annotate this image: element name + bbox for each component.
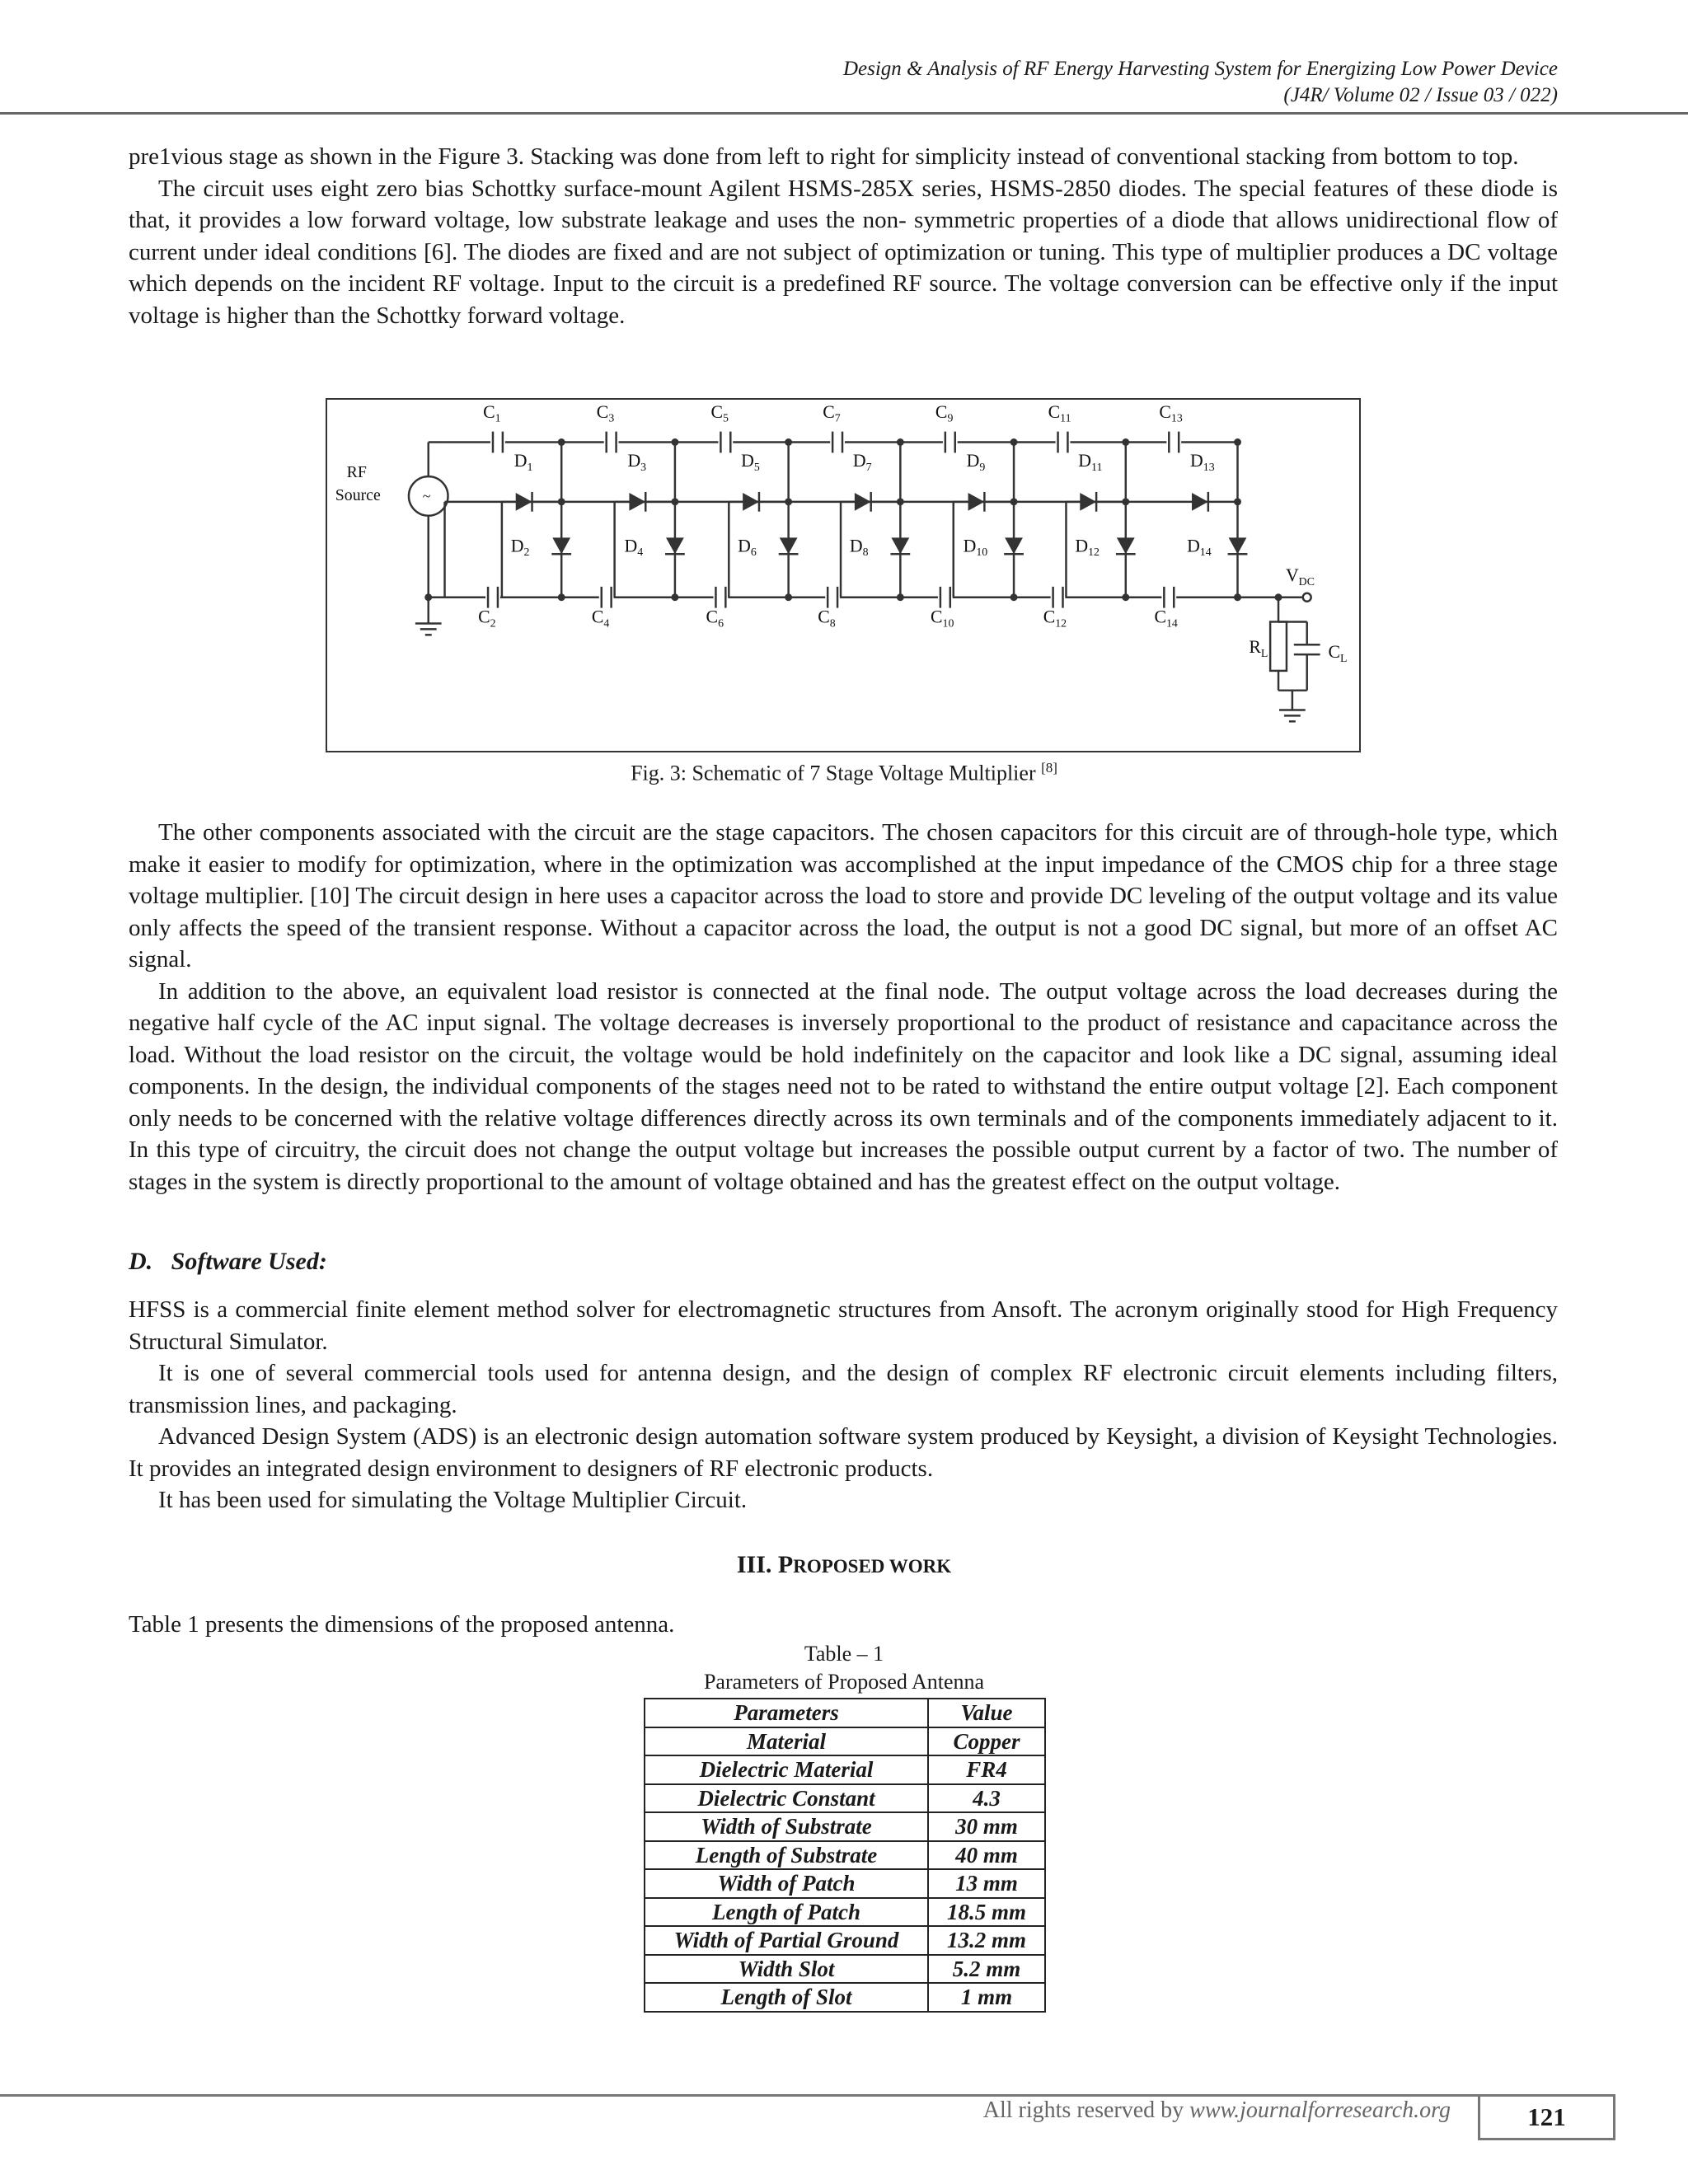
top-capacitor-label: $C_9$: [935, 401, 954, 424]
table-cell: 1 mm: [928, 1983, 1045, 2012]
subsection-label: D.: [129, 1248, 153, 1275]
top-capacitor-label: $C_{11}$: [1048, 401, 1071, 424]
series-diode-label: $D_{13}$: [1190, 451, 1215, 474]
junction-dot: [1122, 593, 1129, 601]
running-header: [0, 56, 1558, 109]
bottom-capacitor-label: $C_2$: [478, 607, 496, 630]
paragraph: It has been used for simulating the Voltage Multiplier Circuit.: [158, 1487, 748, 1513]
figure-caption-text: Fig. 3: Schematic of 7 Stage Voltage Multiplier: [631, 761, 1042, 785]
bottom-capacitor-label: $C_6$: [706, 607, 724, 630]
shunt-diode: [780, 537, 798, 554]
table-header-row: [645, 1699, 1045, 1727]
figure-caption: [0, 752, 1688, 790]
paragraph: In addition to the above, an equivalent load resistor is connected at the final node. The output voltage across the load decreases during the negative half cycle of the AC input signal. The voltage decreases is inversely proportional to the product of resistance and capacitance across the load. Without the load resistor on the circuit, the voltage would be hold indefinitely on the capacitor and look like a DC signal, assuming ideal components. In the design, the individual components of the stages need not to be rated to withstand the entire output voltage [2]. Each component only needs to be concerned with the relative voltage differences directly across its own terminals and of the components immediately adjacent to it. In this type of circuitry, the circuit does not change the output voltage but increases the possible output current by a factor of two. The number of stages in the system is directly proportional to the amount of voltage obtained and has the greatest effect on the output voltage.: [129, 977, 1558, 1195]
section-number: III.: [736, 1551, 772, 1578]
bottom-capacitor-label: $C_{10}$: [931, 607, 954, 630]
bottom-capacitor-label: $C_{14}$: [1154, 607, 1178, 630]
body-text: [129, 817, 1558, 1197]
junction-dot: [1234, 593, 1241, 601]
table-cell: Length of Substrate: [645, 1841, 928, 1870]
table-row: [645, 1841, 1045, 1870]
table-cell: 13.2 mm: [928, 1926, 1045, 1955]
paragraph: HFSS is a commercial finite element method solver for electromagnetic structures from Ansoft. The acronym originally stood for High Frequency Structural Simulator.: [129, 1296, 1558, 1355]
table-row: [645, 1926, 1045, 1955]
parameters-table: [644, 1698, 1046, 2013]
figure-schematic: [326, 398, 1361, 752]
figure-caption-ref: [8]: [1041, 760, 1057, 776]
shunt-diode-label: $D_8$: [849, 536, 869, 559]
paragraph: Table 1 presents the dimensions of the proposed antenna.: [129, 1611, 675, 1638]
bottom-capacitor-label: $C_4$: [591, 607, 610, 630]
top-capacitor-label: $C_1$: [483, 401, 501, 424]
paragraph: It is one of several commercial tools used for antenna design, and the design of complex RF electronic circuit elements including filters, transmission lines, and packaging.: [129, 1360, 1558, 1418]
load-capacitor-label: $C_L$: [1328, 642, 1348, 665]
rf-source-symbol: ~: [422, 487, 431, 504]
junction-dot: [785, 593, 792, 601]
footer-site-link[interactable]: www.journalforresearch.org: [1189, 2097, 1451, 2123]
table-cell: Width of Substrate: [645, 1812, 928, 1841]
table-caption-label: Table – 1: [804, 1642, 884, 1666]
header-title: Design & Analysis of RF Energy Harvesting System for Energizing Low Power Device: [842, 58, 1558, 80]
series-diode-label: $D_9$: [966, 451, 986, 474]
junction-dot: [1234, 498, 1241, 505]
header-rule: [0, 112, 1688, 115]
vdc-terminal-icon: [1303, 593, 1311, 602]
top-capacitor-label: $C_5$: [710, 401, 729, 424]
section-heading: [0, 1551, 1688, 1579]
junction-dot: [424, 593, 432, 601]
footer-rights-text: All rights reserved by: [982, 2097, 1190, 2123]
software-text: [129, 1294, 1558, 1516]
footer-rights: [824, 2097, 1451, 2124]
table-row: [645, 1869, 1045, 1898]
table-cell: Width of Patch: [645, 1869, 928, 1898]
table-cell: Dielectric Material: [645, 1755, 928, 1784]
top-capacitor-label: $C_{13}$: [1159, 401, 1183, 424]
series-diode: [1192, 493, 1208, 511]
table-intro: [129, 1609, 1558, 1641]
junction-dot: [1010, 593, 1018, 601]
source-label: Source: [335, 485, 381, 504]
table-row: [645, 1898, 1045, 1927]
paragraph: pre1vious stage as shown in the Figure 3. Stacking was done from left to right for simplicity instead of conventional stacking from bottom to top.: [129, 143, 1519, 170]
paragraph: The circuit uses eight zero bias Schottky surface-mount Agilent HSMS-285X series, HSMS-2850 diodes. The special features of these diode is that, it provides a low forward voltage, low substrate leakage and uses the non- symmetric properties of a diode that allows unidirectional flow of current under ideal conditions [6]. The diodes are fixed and are not subject of optimization or tuning. This type of multiplier produces a DC voltage which depends on the incident RF voltage. Input to the circuit is a predefined RF source. The voltage conversion can be effective only if the input voltage is higher than the Schottky forward voltage.: [129, 175, 1558, 329]
subsection-title: Software Used:: [171, 1248, 327, 1275]
vdc-label: $V_{DC}$: [1285, 565, 1315, 588]
table-cell: Dielectric Constant: [645, 1784, 928, 1813]
shunt-diode-label: $D_2$: [510, 536, 530, 559]
paragraph: The other components associated with the circuit are the stage capacitors. The chosen capacitors for this circuit are of through-hole type, which make it easier to modify for optimization, where in the optimization was accomplished at the input impedance of the CMOS chip for a three stage voltage multiplier. [10] The circuit design in here uses a capacitor across the load to store and provide DC leveling of the output voltage and its value only affects the speed of the transient response. Without a capacitor across the load, the output is not a good DC signal, but more of an offset AC signal.: [129, 819, 1558, 972]
intro-text: [129, 141, 1558, 331]
table-header-cell: Parameters: [645, 1699, 928, 1727]
table-cell: FR4: [928, 1755, 1045, 1784]
source-label: RF: [346, 463, 367, 482]
table-cell: Copper: [928, 1727, 1045, 1756]
series-diode-label: $D_5$: [741, 451, 760, 474]
footer-rule: [0, 2094, 1615, 2097]
series-diode-label: $D_7$: [852, 451, 872, 474]
table-row: [645, 1755, 1045, 1784]
subsection-heading: [129, 1248, 327, 1276]
bottom-capacitor-label: $C_{12}$: [1043, 607, 1067, 630]
table-row: [645, 1727, 1045, 1756]
table-header-cell: Value: [928, 1699, 1045, 1727]
shunt-diode-label: $D_6$: [738, 536, 757, 559]
shunt-diode: [1117, 537, 1135, 554]
shunt-diode-label: $D_{14}$: [1187, 536, 1212, 559]
shunt-diode: [552, 537, 570, 554]
shunt-diode: [891, 537, 909, 554]
table-cell: 40 mm: [928, 1841, 1045, 1870]
table-row: [645, 1983, 1045, 2012]
top-capacitor-label: $C_7$: [823, 401, 841, 424]
table-row: [645, 1955, 1045, 1984]
table-row: [645, 1812, 1045, 1841]
table-caption-title: Parameters of Proposed Antenna: [703, 1670, 985, 1694]
schematic-svg: [327, 400, 1359, 751]
section-first-letter: P: [777, 1551, 794, 1578]
table-cell: 5.2 mm: [928, 1955, 1045, 1984]
bottom-capacitor-label: $C_8$: [818, 607, 836, 630]
series-diode-label: $D_{11}$: [1078, 451, 1103, 474]
shunt-diode: [666, 537, 684, 554]
table-cell: Material: [645, 1727, 928, 1756]
shunt-diode-label: $D_4$: [624, 536, 644, 559]
table-row: [645, 1784, 1045, 1813]
series-diode-label: $D_3$: [627, 451, 647, 474]
shunt-diode: [1229, 537, 1247, 554]
table-cell: 18.5 mm: [928, 1898, 1045, 1927]
table-cell: Length of Slot: [645, 1983, 928, 2012]
top-capacitor-label: $C_3$: [596, 401, 615, 424]
shunt-diode-label: $D_{10}$: [963, 536, 988, 559]
table-cell: 4.3: [928, 1784, 1045, 1813]
junction-dot: [897, 593, 904, 601]
table-cell: Width of Partial Ground: [645, 1926, 928, 1955]
table-cell: Length of Patch: [645, 1898, 928, 1927]
section-title-rest: ROPOSED WORK: [793, 1556, 952, 1577]
shunt-diode: [1005, 537, 1023, 554]
shunt-diode-label: $D_{12}$: [1075, 536, 1100, 559]
page-number: 121: [1478, 2094, 1615, 2140]
table-cell: 30 mm: [928, 1812, 1045, 1841]
load-resistor: [1270, 621, 1287, 670]
series-diode-label: $D_1$: [513, 451, 533, 474]
junction-dot: [671, 593, 678, 601]
table-cell: 13 mm: [928, 1869, 1045, 1898]
load-resistor-label: $R_L$: [1249, 637, 1268, 660]
header-issue: (J4R/ Volume 02 / Issue 03 / 022): [1283, 84, 1558, 106]
table-cell: Width Slot: [645, 1955, 928, 1984]
junction-dot: [558, 593, 565, 601]
paragraph: Advanced Design System (ADS) is an electronic design automation software system produced by Keysight, a division of Keysight Technologies. It provides an integrated design environment to designers of RF electronic products.: [129, 1423, 1558, 1482]
